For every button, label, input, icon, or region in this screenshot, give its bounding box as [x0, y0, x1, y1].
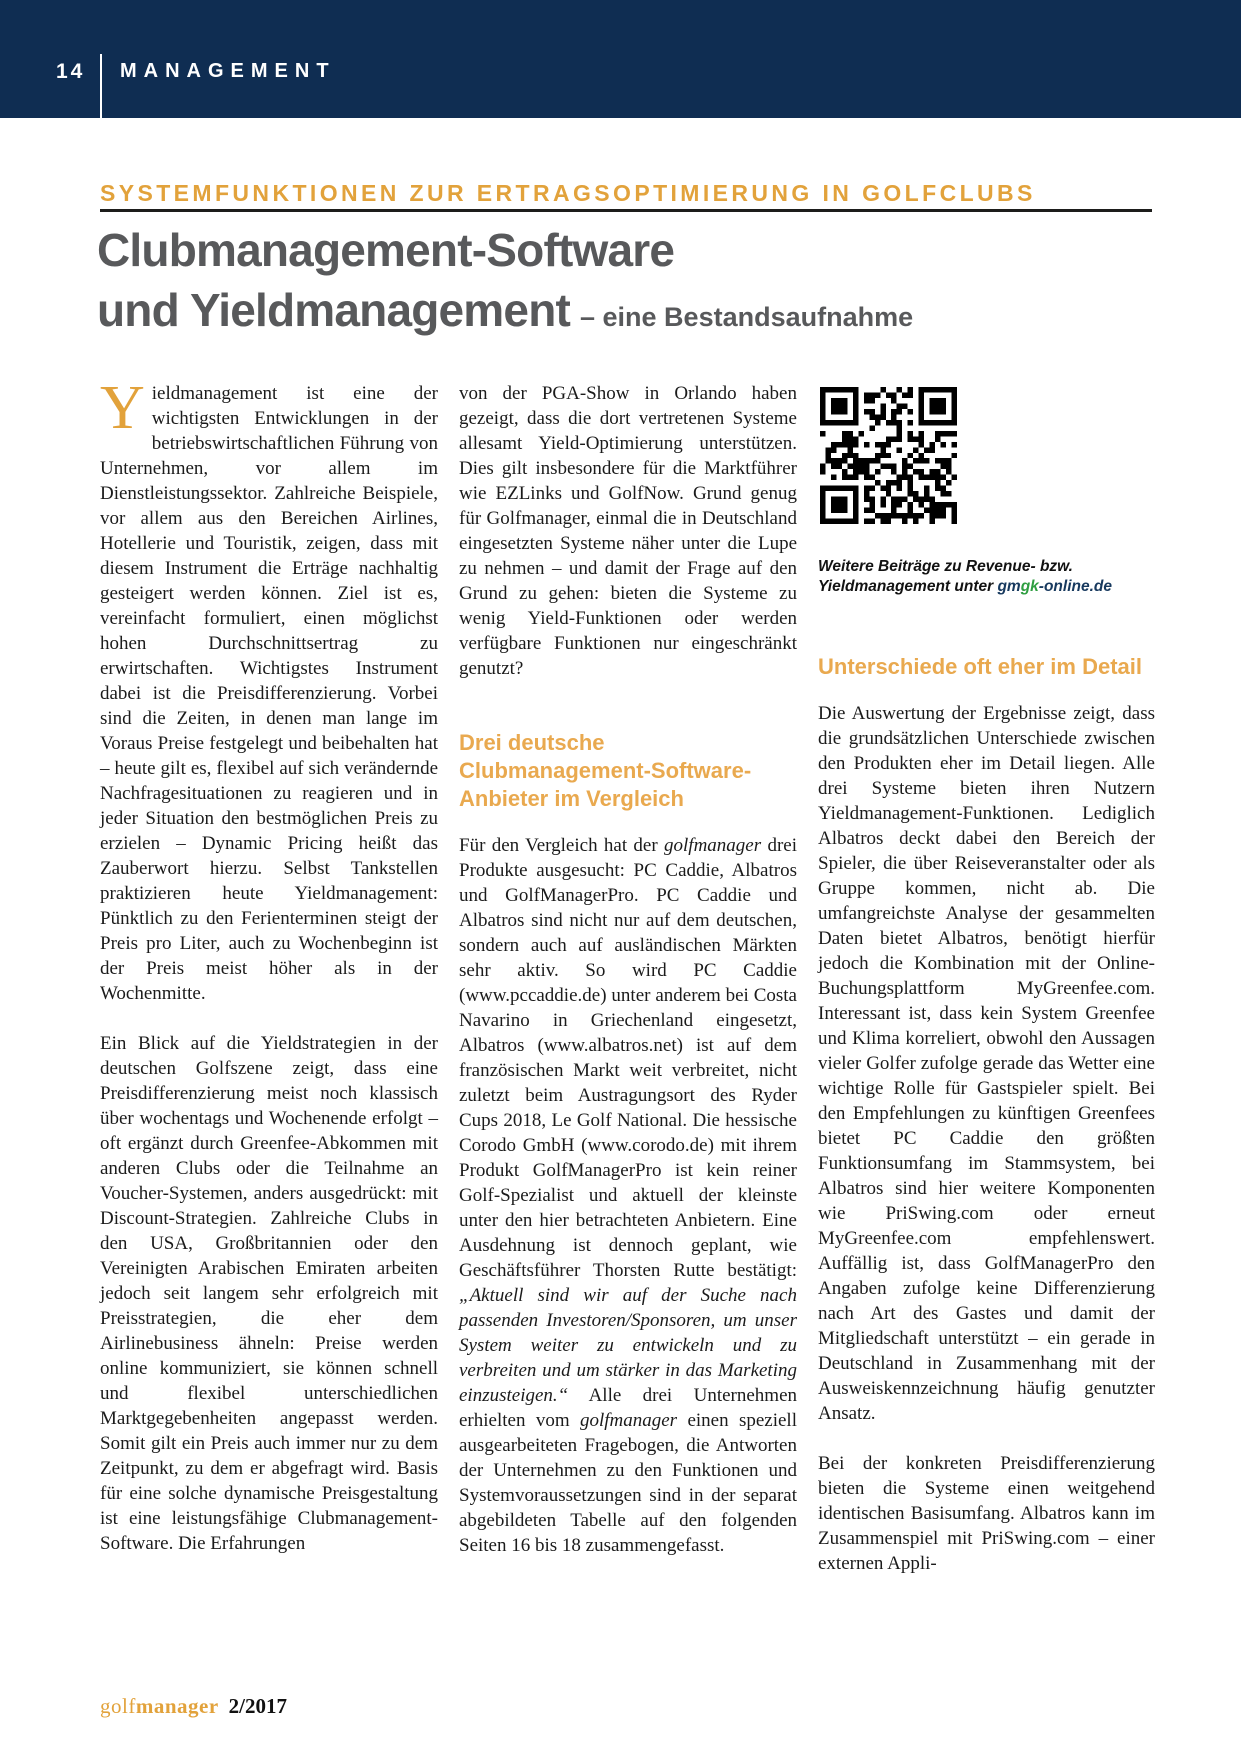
paragraph: [100, 374, 438, 1006]
body-column-3: [818, 387, 1155, 1576]
paragraph: Ein Blick auf die Yieldstrategien in der deutschen Golfszene zeigt, dass eine Preisdifferenzierung meist noch klassisch über wochentags und Wochenende erfolgt – oft ergänzt durch Greenfee-Abkommen mit anderen Clubs oder die Teilnahme an Voucher-Systemen, anders ausgedrückt: mit Discount-Strategien. Zahlreiche Clubs in den USA, Großbritannien oder den Vereinigten Arabischen Emiraten arbeiten jedoch seit langem sehr erfolgreich mit Preisstrategien, die eher dem Airlinebusiness ähneln: Preise werden online kommuniziert, sie können schnell und flexibel unterschiedlichen Marktgegebenheiten angepasst werden. Somit gilt ein Preis auch immer nur zu dem Zeitpunkt, zu dem er abgefragt wird. Basis für eine solche dynamische Preisgestaltung ist eine leistungsfähige Clubmanagement-Software. Die Erfahrungen: [100, 1033, 438, 1554]
body-column-2: [459, 381, 797, 1558]
drop-cap: Y: [100, 374, 145, 442]
kicker-rule: [100, 209, 1152, 212]
title-line-1: Clubmanagement-Software: [97, 224, 675, 276]
paragraph: Für den Vergleich hat der golfmanager drei Produkte ausgesucht: PC Caddie, Albatros und GolfManagerPro. PC Caddie und Albatros sind nicht nur auf dem deutschen, sondern auch auf ausländischen Märkten sehr aktiv. So wird PC Caddie (www.pccaddie.de) unter anderem bei Costa Navarino in Griechenland eingesetzt, Albatros (www.albatros.net) ist auf dem französischen Markt weit verbreitet, nicht zuletzt beim Austragungsort des Ryder Cups 2018, Le Golf National. Die hessische Corodo GmbH (www.corodo.de) mit ihrem Produkt GolfManagerPro ist kein reiner Golf-Spezialist und aktuell der kleinste unter den hier betrachteten Anbietern. Eine Ausdehnung ist dennoch geplant, wie Geschäftsführer Thorsten Rutte bestätigt: „Aktuell sind wir auf der Suche nach passenden Investoren/Sponsoren, um unser System weiter zu entwickeln und zu verbreiten und um stärker in das Marketing einzusteigen.“ Alle drei Unternehmen erhielten vom golfmanager einen speziell ausgearbeiteten Fragebogen, die Antworten der Unternehmen zu den Funktionen und Systemvoraussetzungen sind in der separat abgebildeten Tabelle auf den folgenden Seiten 16 bis 18 zusammengefasst.: [459, 835, 797, 1556]
paragraph: Bei der konkreten Preisdifferenzierung bieten die Systeme einen weitgehend identischen Basisumfang. Albatros kann im Zusammenspiel mit PriSwing.com – einer externen Appli-: [818, 1453, 1155, 1574]
issue-number: 2/2017: [228, 1694, 287, 1718]
section-label: MANAGEMENT: [120, 60, 336, 82]
page-number: 14: [56, 60, 86, 83]
body-column-1: [100, 374, 438, 1556]
qr-caption: [818, 557, 1155, 597]
title-line-2: [97, 280, 1157, 347]
header-band: [0, 0, 1241, 118]
magazine-logo: golfmanager: [100, 1694, 219, 1718]
subheading-vergleich: Drei deutsche Clubmanagement-Software-Anbieter im Vergleich: [459, 730, 752, 811]
article-subtitle: – eine Bestandsaufnahme: [580, 302, 914, 332]
qr-code-image: [820, 387, 957, 524]
paragraph-text: ieldmanagement ist eine der wichtigsten Entwicklungen in der betriebswirtschaftlichen Führung von Unternehmen, vor allem im Dienstleistungssektor. Zahlreiche Beispiele, vor allem aus den Bereichen Airlines, Hotellerie und Touristik, zeigen, dass mit diesem Instrument die Erträge nachhaltig gesteigert werden können. Ziel ist es, vereinfacht formuliert, einen möglichst hohen Durchschnittsertrag zu erwirtschaften. Wichtigstes Instrument dabei ist die Preisdifferenzierung. Vorbei sind die Zeiten, in denen man lange im Voraus Preise festgelegt und beibehalten hat – heute gilt es, flexibel auf sich verändernde Nachfragesituationen zu reagieren und in jeder Situation den bestmöglichen Preis zu erzielen – Dynamic Pricing heißt das Zauberwort hierzu. Selbst Tankstellen praktizieren heute Yieldmanagement: Pünktlich zu den Ferienterminen steigt der Preis pro Liter, auch zu Wochenbeginn ist der Preis meist höher als in der Wochenmitte.: [100, 383, 438, 1004]
subheading-unterschiede: Unterschiede oft eher im Detail: [818, 654, 1142, 679]
gmgk-online-link[interactable]: gmgk-online.de: [997, 578, 1112, 595]
paragraph: von der PGA-Show in Orlando haben gezeigt, dass die dort vertretenen Systeme allesamt Yield-Optimierung unterstützen. Dies gilt insbesondere für die Marktführer wie EZLinks und GolfNow. Grund genug für Golfmanager, einmal die in Deutschland eingesetzten Systeme näher unter die Lupe zu nehmen – und damit der Frage auf den Grund zu gehen: bieten die Systeme zu wenig Yield-Funktionen oder werden verfügbare Funktionen nur eingeschränkt genutzt?: [459, 383, 797, 679]
article-kicker: SYSTEMFUNKTIONEN ZUR ERTRAGSOPTIMIERUNG IN GOLFCLUBS: [100, 180, 1036, 206]
page-footer: [100, 1694, 287, 1719]
header-divider: [100, 54, 102, 118]
article-title: [97, 220, 1157, 347]
paragraph: Die Auswertung der Ergebnisse zeigt, dass die grundsätzlichen Unterschiede zwischen den Produkten eher im Detail liegen. Alle drei Systeme bieten ihren Nutzern Yieldmanagement-Funktionen. Lediglich Albatros deckt dabei den Bereich der Spieler, die über Reiseveranstalter oder als Gruppe kommen, nicht ab. Die umfangreichste Analyse der gesammelten Daten bietet Albatros, benötigt hierfür jedoch die Kombination mit der Online-Buchungsplattform MyGreenfee.com. Interessant ist, dass kein System Greenfee und Klima korreliert, obwohl den Aussagen vieler Golfer zufolge gerade das Wetter eine wichtige Rolle für Gastspieler spielt. Bei den Empfehlungen zu künftigen Greenfees bietet PC Caddie den größten Funktionsumfang im Stammsystem, bei Albatros sind hier weitere Komponenten wie PriSwing.com oder erneut MyGreenfee.com empfehlenswert. Auffällig ist, dass GolfManagerPro den Angaben zufolge keine Differenzierung nach Art des Gastes und damit der Mitgliedschaft unterstützt – ein gerade in Deutschland in Zusammenhang mit der Ausweiskennzeichnung häufig genutzter Ansatz.: [818, 703, 1155, 1424]
title-line-2-text: und Yieldmanagement: [97, 284, 571, 336]
qr-caption-text: Weitere Beiträge zu Revenue- bzw. Yieldmanagement unter: [818, 558, 1073, 595]
